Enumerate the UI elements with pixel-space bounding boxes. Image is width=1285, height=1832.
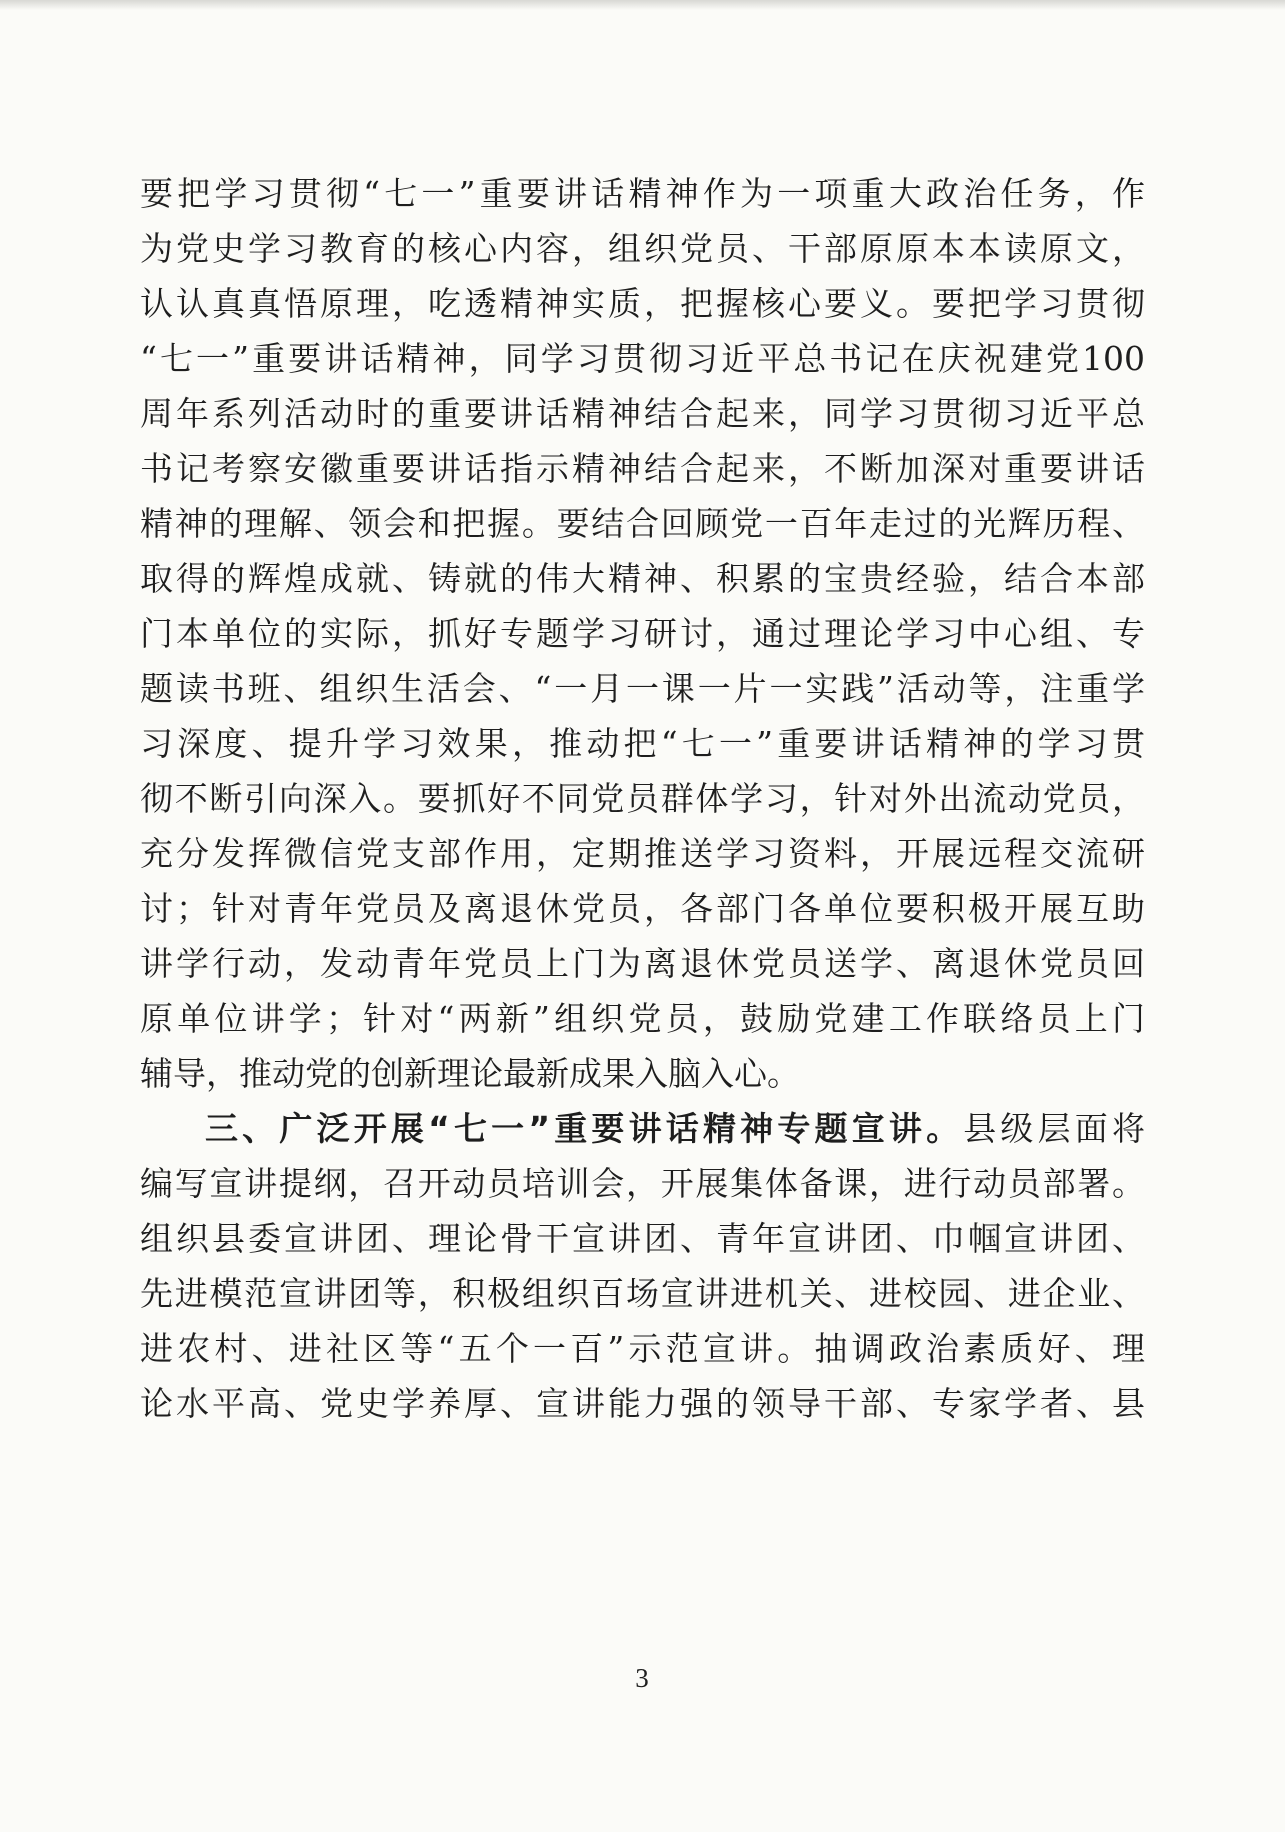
body-text-line: 先进模范宣讲团等，积极组织百场宣讲进机关、进校园、进企业、 <box>140 1274 1145 1313</box>
section-three-first-line <box>205 1099 1145 1159</box>
body-text-line: 要把学习贯彻“七一”重要讲话精神作为一项重大政治任务，作 <box>140 174 1145 213</box>
body-text-line: 题读书班、组织生活会、“一月一课一片一实践”活动等，注重学 <box>140 669 1145 708</box>
body-text-line: 编写宣讲提纲，召开动员培训会，开展集体备课，进行动员部署。 <box>140 1164 1145 1203</box>
body-text-line: 取得的辉煌成就、铸就的伟大精神、积累的宝贵经验，结合本部 <box>140 559 1145 598</box>
body-text-line: 讲学行动，发动青年党员上门为离退休党员送学、离退休党员回 <box>140 944 1145 983</box>
body-text-line: “七一”重要讲话精神，同学习贯彻习近平总书记在庆祝建党100 <box>140 339 1145 378</box>
body-text-line: 进农村、进社区等“五个一百”示范宣讲。抽调政治素质好、理 <box>140 1329 1145 1368</box>
page-number: 3 <box>635 1663 649 1693</box>
body-text-line: 原单位讲学；针对“两新”组织党员，鼓励党建工作联络员上门 <box>140 999 1145 1038</box>
body-text-line: 论水平高、党史学养厚、宣讲能力强的领导干部、专家学者、县 <box>140 1384 1145 1423</box>
body-text-line: 周年系列活动时的重要讲话精神结合起来，同学习贯彻习近平总 <box>140 394 1145 433</box>
body-text-line: 充分发挥微信党支部作用，定期推送学习资料，开展远程交流研 <box>140 834 1145 873</box>
body-text-line: 门本单位的实际，抓好专题学习研讨，通过理论学习中心组、专 <box>140 614 1145 653</box>
body-text-line: 精神的理解、领会和把握。要结合回顾党一百年走过的光辉历程、 <box>140 504 1145 543</box>
section-three-first-line-rest: 县级层面将 <box>963 1109 1145 1148</box>
body-text-line: 认认真真悟原理，吃透精神实质，把握核心要义。要把学习贯彻 <box>140 284 1145 323</box>
body-text-line: 辅导，推动党的创新理论最新成果入脑入心。 <box>140 1054 800 1093</box>
body-text-line: 组织县委宣讲团、理论骨干宣讲团、青年宣讲团、巾帼宣讲团、 <box>140 1219 1145 1258</box>
body-text-line: 习深度、提升学习效果，推动把“七一”重要讲话精神的学习贯 <box>140 724 1145 763</box>
body-text-line: 彻不断引向深入。要抓好不同党员群体学习，针对外出流动党员， <box>140 779 1145 818</box>
body-text-line: 讨；针对青年党员及离退休党员，各部门各单位要积极开展互助 <box>140 889 1145 928</box>
body-text-line: 为党史学习教育的核心内容，组织党员、干部原原本本读原文， <box>140 229 1145 268</box>
body-text-line: 书记考察安徽重要讲话指示精神结合起来，不断加深对重要讲话 <box>140 449 1145 488</box>
section-three-heading: 三、广泛开展“七一”重要讲话精神专题宣讲。 <box>205 1109 964 1148</box>
